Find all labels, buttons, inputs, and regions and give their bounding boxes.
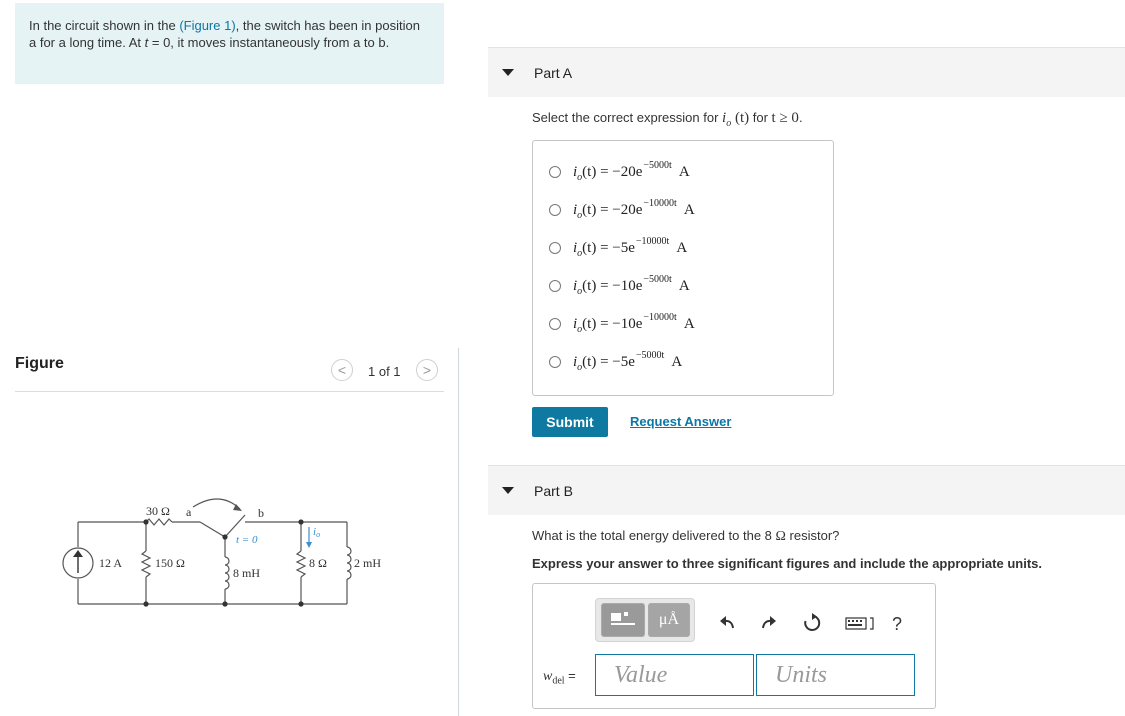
switch-arc [193, 499, 240, 509]
radio-button[interactable] [549, 280, 561, 292]
value-input[interactable] [595, 654, 754, 696]
label-2mh: 2 mH [354, 556, 381, 570]
units-button[interactable]: μÅ [648, 603, 690, 637]
switch-blade-a [200, 522, 225, 537]
resistor-150 [142, 551, 150, 577]
figure-pager: 1 of 1 [368, 364, 401, 379]
chevron-right-icon: > [422, 362, 432, 378]
resistor-30 [146, 519, 172, 525]
inductor-8mh [225, 557, 229, 589]
answer-variable-label: $w_{del}$ = [543, 668, 576, 687]
choice-option[interactable]: $i_o(t) = -10e^{-10000t}$ A [549, 312, 695, 336]
choice-option[interactable]: $i_o(t) = -20e^{-5000t}$ A [549, 160, 690, 184]
radio-button[interactable] [549, 204, 561, 216]
submit-button[interactable]: Submit [532, 407, 608, 437]
part-a-question: Select the correct expression for $i_o$ (t) for t ≥ 0. [532, 110, 803, 129]
keyboard-icon[interactable] [844, 611, 876, 635]
math-toolbar [595, 598, 695, 642]
part-a-header[interactable] [488, 47, 1125, 97]
choice-option[interactable]: $i_o(t) = -5e^{-10000t}$ A [549, 236, 687, 260]
figure-divider [15, 391, 444, 392]
figure-link[interactable]: (Figure 1) [179, 18, 236, 33]
label-b: b [258, 506, 264, 520]
caret-down-icon [502, 69, 514, 76]
label-150-ohm: 150 Ω [155, 556, 185, 570]
request-answer-link[interactable]: Request Answer [630, 414, 732, 429]
help-icon[interactable]: ? [892, 614, 903, 634]
choice-list [532, 140, 834, 396]
part-b-question: What is the total energy delivered to the 8 Ω resistor? [532, 528, 840, 544]
label-30-ohm: 30 Ω [146, 504, 170, 518]
label-8mh: 8 mH [233, 566, 260, 580]
chevron-left-icon: < [337, 362, 347, 378]
template-button[interactable] [601, 603, 645, 637]
current-arrow-icon [306, 542, 312, 548]
resistor-8 [297, 551, 305, 577]
part-b-label: Part B [534, 483, 573, 499]
radio-button[interactable] [549, 242, 561, 254]
template-icon [608, 609, 638, 631]
units-input[interactable] [756, 654, 915, 696]
redo-icon[interactable] [758, 611, 780, 635]
column-divider [458, 348, 459, 716]
reset-icon[interactable] [801, 611, 823, 635]
choice-option[interactable]: $i_o(t) = -5e^{-5000t}$ A [549, 350, 682, 374]
undo-icon[interactable] [716, 611, 738, 635]
choice-option[interactable]: $i_o(t) = -10e^{-5000t}$ A [549, 274, 690, 298]
next-figure-button[interactable] [416, 359, 438, 381]
problem-statement: In the circuit shown in the (Figure 1), the switch has been in position a for a long time. At t = 0, it moves instantaneously from a to b. [15, 3, 444, 84]
part-b-instruction: Express your answer to three significant figures and include the appropriate units. [532, 556, 1042, 571]
figure-title: Figure [15, 355, 64, 372]
radio-button[interactable] [549, 318, 561, 330]
circuit-diagram [55, 485, 405, 615]
prev-figure-button[interactable] [331, 359, 353, 381]
label-io: io [313, 526, 321, 539]
part-b-header[interactable] [488, 465, 1125, 515]
radio-button[interactable] [549, 166, 561, 178]
caret-down-icon [502, 487, 514, 494]
label-12a: 12 A [99, 556, 123, 570]
label-t0: t = 0 [236, 534, 258, 546]
choice-option[interactable]: $i_o(t) = -20e^{-10000t}$ A [549, 198, 695, 222]
inductor-2mh [347, 547, 351, 579]
radio-button[interactable] [549, 356, 561, 368]
label-a: a [186, 505, 192, 519]
label-8-ohm: 8 Ω [309, 556, 327, 570]
part-a-label: Part A [534, 65, 573, 81]
